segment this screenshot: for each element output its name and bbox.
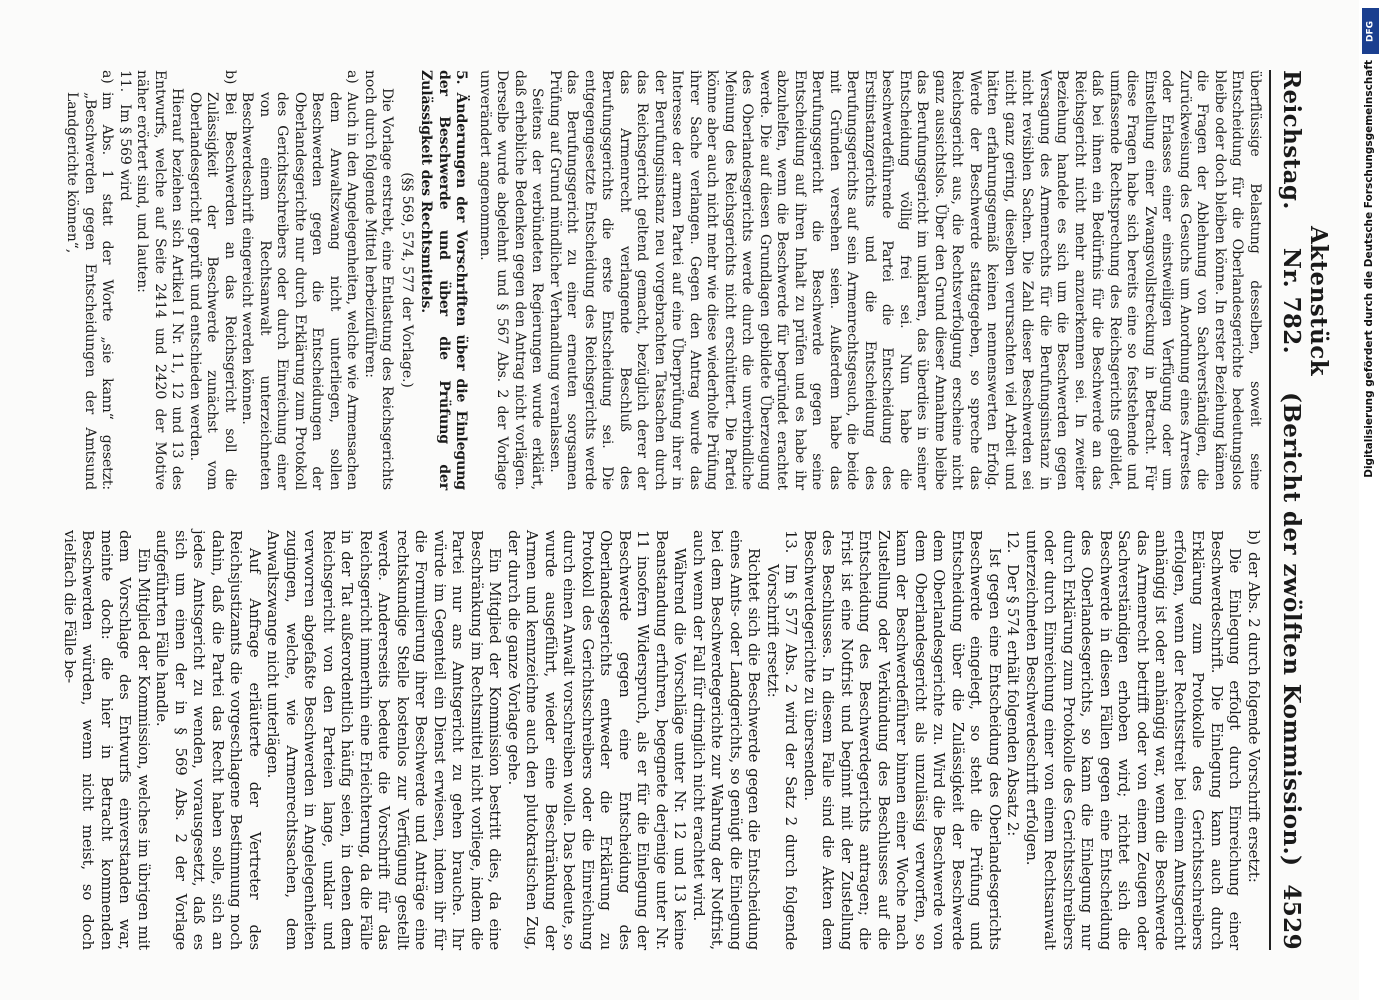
paragraph-text: Die Vorlage erstrebt, eine Entlastung des Reichsgerichts noch durch folgende Mittel herbeizuführen: (362, 70, 396, 490)
paragraph (153, 530, 264, 950)
header-left: Reichstag. (1278, 70, 1305, 210)
section-reference (398, 70, 416, 490)
dfg-sidebar (1359, 0, 1383, 1000)
paragraph-text: Der § 574 erhält folgenden Absatz 2: (1004, 564, 1023, 837)
item-marker: a) (344, 70, 361, 84)
paragraph-text: der Abs. 2 durch folgende Vorschrift ersetzt: (1245, 552, 1263, 883)
paragraph-text: im Abs. 1 statt der Worte „sie kann“ gesetzt: „Beschwerden gegen Entscheidungen der Amtsund Landgerichte können“, (64, 92, 116, 490)
left-column (63, 70, 1263, 490)
paragraph-text: Während die Vorschläge unter Nr. 12 und 13 keine Beanstandung erfuhren, begegnete derjenige unter Nr. 11 insofern Widerspruch, als er für die Einlegung der Beschwerde gegen eine Entscheidung des Oberlandesgerichts entweder die Erklärung zu Protokoll des Gerichtsschreibers oder die Einreichung durch einen Anwalt vorschreiben wolle. Das bedeute, so wurde ausgeführt, wieder eine Beschränkung der Armen und kennzeichne auch den plutokratischen Zug, der durch die ganze Vorlage gehe. (505, 530, 690, 950)
paragraph (61, 530, 154, 950)
item-marker: 12. (1004, 530, 1023, 554)
page-number: 4529 (1278, 884, 1305, 950)
lettered-item (238, 70, 361, 490)
page-header (1278, 70, 1332, 950)
lettered-item (63, 70, 116, 490)
item-marker: b) (222, 70, 238, 85)
paragraph-text: Hierauf beziehen sich Artikel I Nr. 11, 12 und 13 des Entwurfs, welche auf Seite 2414 und 2420 der Motive näher erörtert sind, und lauten: (134, 70, 186, 490)
lettered-item (186, 70, 239, 490)
paragraph (133, 70, 186, 490)
numbered-item (764, 530, 801, 950)
section-heading (417, 70, 470, 490)
item-marker: 11. (117, 70, 133, 92)
paragraph (546, 70, 1264, 490)
paragraph-text: überflüssige Belastung desselben, soweit seine Entscheidung für die Oberlandesgerichte bedeutungslos bleibe oder doch bleiben könne. In erster Beziehung kämen die Fragen der Ablehnung von Sachverständigen, die Zurückweisung des Gesuchs um Anordnung eines Arrestes oder Erlasses einer einstweiligen Verfügung oder um Einstellung einer Zwangsvollstreckung in Betracht. Für diese Fragen habe sich bereits eine so feststehende und umfassende Rechtsprechung des Reichsgerichts gebildet, daß bei ihnen ein Bedürfnis für die Beschwerde an das Reichsgericht nicht mehr anzuerkennen sei. In zweiter Beziehung handele es sich um die Beschwerden gegen Versagung des Armenrechts für die Berufungsinstanz in nicht revisiblen Sachen. Die Zahl dieser Beschwerden sei nicht ganz gering, dieselben verursachten viel Arbeit und hätten erfahrungsgemäß keinen nennenswerten Erfolg. Werde der Beschwerde stattgegeben, so spreche das Reichsgericht aus, die Rechtsverfolgung erscheine nicht ganz aussichtslos. Über den Grund dieser Annahme bleibe das Berufungsgericht im unklaren, das überdies in seiner Entscheidung völlig frei sei. Nun habe die beschwerdeführende Partei die Entscheidung des Erstinstanzgerichts und die Entscheidung des Berufungsgerichts auf sein Armenrechtsgesuch, die beide mit Gründen versehen seien. Außerdem habe das Berufungsgericht die Beschwerde gegen seine Entscheidung auf ihren Inhalt zu prüfen und es habe ihr abzuhelfen, wenn die Beschwerde für begründet erachtet werde. Die auf diesen Grundlagen gebildete Überzeugung des Oberlandesgerichts werde durch die unverbindliche Meinung des Reichsgerichts nicht erschüttert. Die Partei könne aber auch nicht mehr wie diese wiederholte Prüfung ihrer Sache verlangen. Gegen den Antrag wurde das Interesse der armen Partei auf eine Überprüfung ihrer in der Berufungsinstanz neu vorgebrachten Tatsachen durch das Reichsgericht geltend gemacht, bezüglich derer der das Armenrecht verlangende Beschluß des Berufungsgerichts die erste Entscheidung sei. Die entgegengesetzte Entscheidung des Reichsgerichts werde das Berufungsgericht zu einer erneuten sorgsamen Prüfung auf Grund mündlicher Verhandlung veranlassen. (547, 70, 1263, 490)
paragraph-text: 5. Änderungen der Vorschriften über die Einlegung der Beschwerde und über die Prüfung der Zulässigkeit des Rechtsmittels. (418, 70, 470, 490)
paragraph-text: Auch in den Angelegenheiten, welche wie Armensachen dem Anwaltszwang nicht unterliegen, sollen Beschwerden gegen die Entscheidungen der Oberlandesgerichte nur durch Erklärung zum Protokoll des Gerichtsschreibers oder durch Einreichung einer von einem Rechtsanwalt unterzeichneten Beschwerdeschrift eingereicht werden können. (239, 92, 361, 490)
header-rule (1269, 70, 1271, 950)
paragraph-text: Seitens der verbündeten Regierungen wurde erklärt, daß erhebliche Bedenken gegen den Antrag nicht vorlägen. Derselbe wurde abgelehnt und § 567 Abs. 2 der Vorlage unverändert angenommen. (477, 70, 546, 490)
paragraph (476, 70, 546, 490)
item-marker: 13. (782, 530, 801, 554)
paragraph-text: Ein Mitglied der Kommission bestritt dies, da eine Beschränkung im Rechtsmittel nicht vorliege, indem die Partei nur ans Amtsgericht zu gehen brauche. Ihr würde im Gegenteil ein Dienst erwiesen, indem ihr für die Formulierung ihrer Beschwerde und Anträge eine rechtskundige Stelle kostenlos zur Verfügung gestellt werde. Andererseits bedeute die Vorschrift für das Reichsgericht immerhin eine Erleichterung, da die Fälle in der Tat außerordentlich häufig seien, in denen dem Reichsgericht von den Parteien lange, unklar und verworren abgefaßte Beschwerden in Angelegenheiten zugingen, welche, wie Armenrechtssachen, dem Anwaltszwange nicht unterlägen. (264, 530, 505, 950)
lettered-item (1245, 530, 1264, 950)
paragraph-text: Im § 577 Abs. 2 wird der Satz 2 durch folgende Vorschrift ersetzt: (764, 564, 801, 950)
item-marker: a) (99, 70, 116, 84)
paragraph-text: Auf Anfrage erläuterte der Vertreter des Reichsjustizamts die vorgeschlagene Bestimmung noch dahin, daß die Partei das Recht haben solle, sich an jedes Amtsgericht zu wenden, vorausgesetzt, daß es sich um einen der in § 569 Abs. 2 der Vorlage aufgeführten Fälle handle. (153, 530, 264, 950)
numbered-item (1004, 530, 1023, 950)
paragraph (505, 530, 690, 950)
paragraph (264, 530, 505, 950)
right-column (61, 530, 1264, 950)
paragraph-text: Im § 569 wird (117, 104, 133, 201)
numbered-item (116, 70, 134, 490)
paragraph (361, 70, 396, 490)
paragraph (690, 530, 764, 950)
item-marker: b) (1245, 530, 1263, 546)
paragraph-text: Die Einlegung erfolgt durch Einreichung einer Beschwerdeschrift. Die Einlegung kann auch durch Erklärung zum Protokolle des Gerichtsschreibers erfolgen, wenn der Rechtsstreit bei einem Amtsgericht anhängig ist oder anhängig war, wenn die Beschwerde das Armenrecht betrifft oder von einem Zeugen oder Sachverständigen erhoben wird; richtet sich die Beschwerde in diesen Fällen gegen eine Entscheidung des Oberlandesgerichts, so kann die Einlegung nur durch Erklärung zum Protokolle des Gerichtsschreibers oder durch Einreichung einer von einem Rechtsanwalt unterzeichneten Beschwerdeschrift erfolgen. (1023, 530, 1245, 950)
paragraph-text: Ist gegen eine Entscheidung des Oberlandesgerichts Beschwerde eingelegt, so steht die Prüfung und Entscheidung über die Zulässigkeit der Beschwerde dem Oberlandesgerichte zu. Wird die Beschwerde von dem Oberlandesgericht als unzulässig verworfen, so kann der Beschwerdeführer binnen einer Woche nach Zustellung oder Verkündung des Beschlusses auf die Entscheidung des Beschwerdegerichts antragen; die Frist ist eine Notfrist und beginnt mit der Zustellung des Beschlusses. In diesem Falle sind die Akten dem Beschwerdegerichte zu übersenden. (801, 530, 1004, 950)
digitization-credit: Digitalisierung gefördert durch die Deutsche Forschungsgemeinschaft (1363, 60, 1375, 478)
paragraph-text: Bei Beschwerden an das Reichsgericht soll die Zulässigkeit der Beschwerde zunächst vom Oberlandesgericht geprüft und entschieden werden. (187, 92, 238, 490)
header-middle: Aktenstück Nr. 782. (1278, 225, 1332, 376)
paragraph-text: (§§ 569, 574, 577 der Vorlage.) (399, 172, 415, 388)
dfg-logo: DFG (1362, 8, 1379, 54)
paragraph (801, 530, 1005, 950)
paragraph (1023, 530, 1245, 950)
paragraph-text: Ein Mitglied der Kommission, welches im übrigen mit dem Vorschlage des Entwurfs einverstanden war, meinte doch: die hier in Betracht kommenden Beschwerden würden, wenn nicht meist, so doch vielfach die Fälle be- (61, 530, 153, 950)
paragraph-text: Richtet sich die Beschwerde gegen die Entscheidung eines Amts- oder Landgerichts, so genügt die Einlegung bei dem Beschwerdegerichte zur Wahrung der Notfrist, auch wenn der Fall für dringlich nicht erachtet wird. (690, 530, 764, 950)
header-right-title: (Bericht der zwölften Kommission.) (1278, 392, 1305, 867)
